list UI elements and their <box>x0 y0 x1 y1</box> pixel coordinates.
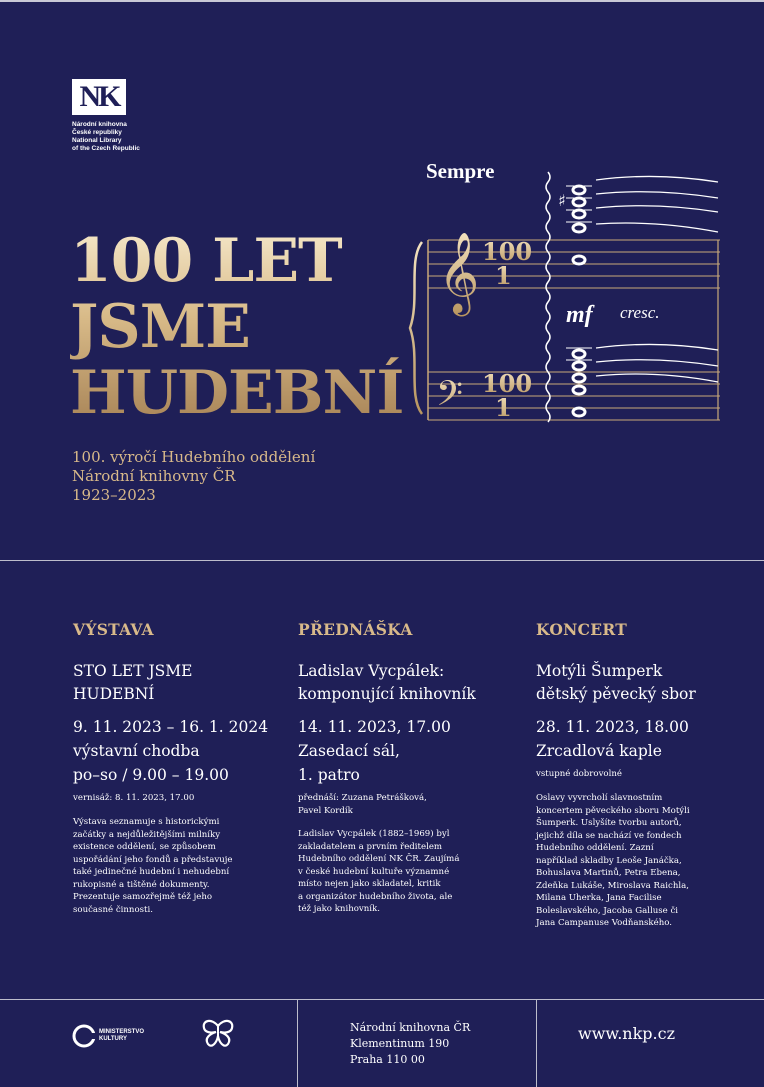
footer-separator <box>536 999 537 1087</box>
body-line: současné činnosti. <box>73 904 153 915</box>
body-line: Jana Campanuse Vodňanského. <box>536 918 673 928</box>
detail-line: 1. patro <box>298 766 360 784</box>
butterfly-logo-icon <box>200 1018 236 1050</box>
detail-line: 14. 11. 2023, 17.00 <box>298 718 451 736</box>
body-line: Prezentuje samozřejmě též jeho <box>73 892 213 902</box>
body-line: uspořádání jeho fondů a představuje <box>73 854 233 865</box>
lecture-speakers <box>298 792 427 817</box>
time-signature-bottom: 1 <box>495 261 512 290</box>
body-line: Boleslavského, Jacoba Galluse či <box>536 905 679 916</box>
treble-clef-icon: 𝄞 <box>438 231 480 313</box>
top-border <box>0 0 764 2</box>
music-score-illustration <box>400 150 740 440</box>
address-line: Praha 110 00 <box>350 1053 425 1066</box>
section-divider <box>0 560 764 561</box>
lecture-details <box>298 715 451 787</box>
hero-title-line: HUDEBNÍ <box>70 358 404 428</box>
hero-title <box>70 228 450 426</box>
footer-address <box>350 1020 470 1068</box>
logo-line: Národní knihovna <box>72 121 127 128</box>
body-line: jejichž díla se nachází ve fondech <box>536 830 682 841</box>
body-line: Ladislav Vycpálek (1882–1969) byl <box>298 829 450 839</box>
body-line: v české hudební kultuře významné <box>298 866 450 877</box>
body-line: též jako knihovník. <box>298 904 380 914</box>
concert-title <box>536 660 696 706</box>
cresc-text: cresc. <box>620 303 660 322</box>
time-signature-top: 100 <box>482 369 533 398</box>
website-link[interactable]: www.nkp.cz <box>578 1024 675 1043</box>
body-line: a organizátor hudebního života, ale <box>298 891 453 902</box>
body-line: Oslavy vyvrcholí slavnostním <box>536 793 663 803</box>
detail-line: 28. 11. 2023, 18.00 <box>536 718 689 736</box>
title-line: HUDEBNÍ <box>73 685 155 703</box>
body-line: například skladby Leoše Janáčka, <box>536 855 682 866</box>
time-signature-top: 100 <box>482 237 533 266</box>
speaker-line: Pavel Kordík <box>298 805 353 816</box>
footer-divider <box>0 999 764 1000</box>
lecture-heading: PŘEDNÁŠKA <box>298 620 413 639</box>
time-signature-bottom: 1 <box>495 393 512 422</box>
ministry-line: MINISTERSTVO <box>99 1029 145 1035</box>
title-line: komponující knihovník <box>298 685 476 703</box>
ministry-logo-text <box>99 1029 144 1043</box>
lecture-description <box>298 828 508 916</box>
concert-admission: vstupné dobrovolné <box>536 769 622 779</box>
footer-separator <box>297 999 298 1087</box>
detail-line: 9. 11. 2023 – 16. 1. 2024 <box>73 718 269 736</box>
body-line: Hudebního oddělení NK ČR. Zaujímá <box>298 854 460 864</box>
address-line: Klementinum 190 <box>350 1037 450 1050</box>
ministry-emblem-icon <box>72 1024 96 1048</box>
body-line: Šumperk. Uslyšíte tvorbu autorů, <box>536 818 682 828</box>
body-line: zakladatelem a prvním ředitelem <box>298 841 443 852</box>
lecture-title <box>298 660 476 706</box>
concert-description <box>536 792 746 930</box>
body-line: Milana Uherka, Jana Facilise <box>536 893 662 903</box>
brace-icon <box>410 242 422 414</box>
concert-details <box>536 715 689 763</box>
body-line: Hudebního oddělení. Zazní <box>536 843 654 853</box>
sharp-icon: ♯ <box>558 191 566 210</box>
subtitle-line: 100. výročí Hudebního oddělení <box>72 448 316 466</box>
speaker-line: přednáší: Zuzana Petrášková, <box>298 793 427 803</box>
tie-lines <box>596 176 718 382</box>
exhibition-note: vernisáž: 8. 11. 2023, 17.00 <box>73 793 195 803</box>
logo-mark: NK <box>79 80 119 113</box>
body-line: místo nejen jako skladatel, kritik <box>298 879 441 889</box>
title-line: STO LET JSME <box>73 662 193 680</box>
body-line: začátky a nejdůležitějšími milníky <box>73 829 221 840</box>
ledger-lines <box>566 186 592 360</box>
ministry-line: KULTURY <box>99 1036 127 1042</box>
exhibition-heading: VÝSTAVA <box>73 620 154 639</box>
detail-line: výstavní chodba <box>73 742 200 760</box>
body-line: také jedinečné hudební i nehudební <box>73 867 230 877</box>
exhibition-title <box>73 660 192 706</box>
subtitle-line: Národní knihovny ČR <box>72 467 236 485</box>
nk-logo <box>72 79 126 115</box>
title-line: Motýli Šumperk <box>536 662 663 680</box>
exhibition-description <box>73 816 278 916</box>
library-name <box>72 121 192 153</box>
logo-line: of the Czech Republic <box>72 145 140 152</box>
logo-line: České republiky <box>72 129 122 136</box>
detail-line: Zasedací sál, <box>298 742 400 760</box>
body-line: Zdeňka Lukáše, Miroslava Raichla, <box>536 880 690 891</box>
detail-line: Zrcadlová kaple <box>536 742 662 760</box>
body-line: koncertem pěveckého sboru Motýli <box>536 805 690 816</box>
hero-subtitle <box>72 448 402 505</box>
detail-line: po–so / 9.00 – 19.00 <box>73 766 229 784</box>
bass-clef-icon: 𝄢 <box>436 373 464 422</box>
logo-line: National Library <box>72 137 122 144</box>
exhibition-details <box>73 715 268 787</box>
body-line: Bohuslava Martinů, Petra Ebena, <box>536 868 681 878</box>
concert-heading: KONCERT <box>536 620 628 639</box>
title-line: Ladislav Vycpálek: <box>298 662 445 680</box>
chord-notes <box>573 186 585 416</box>
body-line: rukopisné a tištěné dokumenty. <box>73 879 210 890</box>
sempre-text: Sempre <box>426 159 495 183</box>
dynamic-mf: mf <box>566 302 593 328</box>
hero-title-line: 100 LET <box>70 226 342 296</box>
body-line: existence oddělení, se způsobem <box>73 842 216 852</box>
title-line: dětský pěvecký sbor <box>536 685 696 703</box>
hero-title-line: JSME <box>70 292 250 362</box>
body-line: Výstava seznamuje s historickými <box>73 817 220 827</box>
subtitle-line: 1923–2023 <box>72 486 156 504</box>
address-line: Národní knihovna ČR <box>350 1021 471 1034</box>
